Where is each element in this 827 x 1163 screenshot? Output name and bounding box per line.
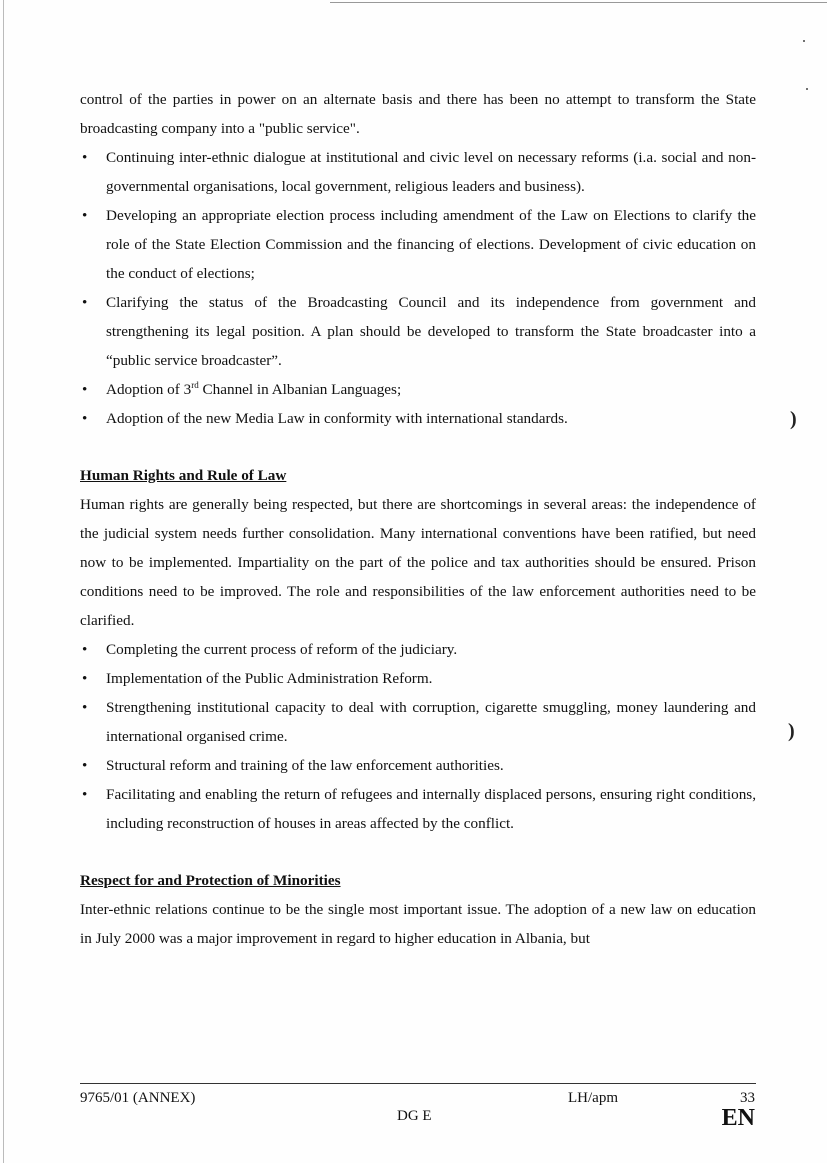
bullet-icon: • [82, 410, 88, 427]
doc-reference: 9765/01 (ANNEX) [80, 1090, 196, 1106]
list-item: • Clarifying the status of the Broadcasting Council and its independence from government and strengthening its legal position. A plan should be developed to transform the State broadcaster into a “public service broadcaster”. [80, 288, 756, 375]
bullet-icon: • [82, 381, 88, 398]
bullet-icon: • [82, 641, 88, 658]
main-content [80, 85, 756, 953]
bullet-icon: • [82, 786, 88, 803]
page-number: 33 [740, 1090, 755, 1106]
bullet-icon: • [82, 294, 88, 311]
list-item: • Completing the current process of reform of the judiciary. [80, 635, 756, 664]
list-item: • Structural reform and training of the law enforcement authorities. [80, 751, 756, 780]
scan-speck [806, 88, 808, 90]
bullet-list-2 [80, 635, 756, 838]
bullet-icon: • [82, 670, 88, 687]
section-heading-human-rights: Human Rights and Rule of Law [80, 467, 287, 484]
binding-hole-mark: ) [790, 408, 797, 430]
scan-edge [3, 0, 4, 1163]
directorate-general: DG E [397, 1108, 432, 1124]
list-item: • Implementation of the Public Administration Reform. [80, 664, 756, 693]
binding-hole-mark: ) [788, 720, 795, 742]
bullet-list-1 [80, 143, 756, 433]
section-paragraph: Human rights are generally being respected, but there are shortcomings in several areas: the independence of the judicial system needs further consolidation. Many international conventions have been ratified, but need now to be implemented. Impartiality on the part of the police and tax authorities should be ensured. Prison conditions need to be improved. The role and responsibilities of the law enforcement authorities need to be clarified. [80, 496, 756, 629]
language-code: EN [721, 1105, 755, 1131]
list-item: • Strengthening institutional capacity to deal with corruption, cigarette smuggling, money laundering and international organised crime. [80, 693, 756, 751]
footer-rule [80, 1083, 756, 1084]
bullet-icon: • [82, 757, 88, 774]
section-paragraph: Inter-ethnic relations continue to be the single most important issue. The adoption of a new law on education in July 2000 was a major improvement in regard to higher education in Albania, but [80, 901, 756, 947]
bullet-icon: • [82, 149, 88, 166]
list-item: • Continuing inter-ethnic dialogue at institutional and civic level on necessary reforms (i.a. social and non-governmental organisations, local government, religious leaders and business). [80, 143, 756, 201]
top-rule [330, 2, 827, 3]
section-heading-minorities: Respect for and Protection of Minorities [80, 872, 341, 889]
list-item: • Facilitating and enabling the return of refugees and internally displaced persons, ensuring right conditions, including reconstruction of houses in areas affected by the conflict. [80, 780, 756, 838]
list-item: • Adoption of the new Media Law in conformity with international standards. [80, 404, 756, 433]
list-item: • Adoption of 3rd Channel in Albanian Languages; [80, 375, 756, 404]
scan-speck [803, 40, 805, 42]
bullet-icon: • [82, 207, 88, 224]
intro-paragraph: control of the parties in power on an alternate basis and there has been no attempt to transform the State broadcasting company into a "public service". [80, 91, 756, 137]
bullet-icon: • [82, 699, 88, 716]
author-initials: LH/apm [568, 1090, 618, 1106]
list-item: • Developing an appropriate election process including amendment of the Law on Elections to clarify the role of the State Election Commission and the financing of elections. Development of civic education on the conduct of elections; [80, 201, 756, 288]
